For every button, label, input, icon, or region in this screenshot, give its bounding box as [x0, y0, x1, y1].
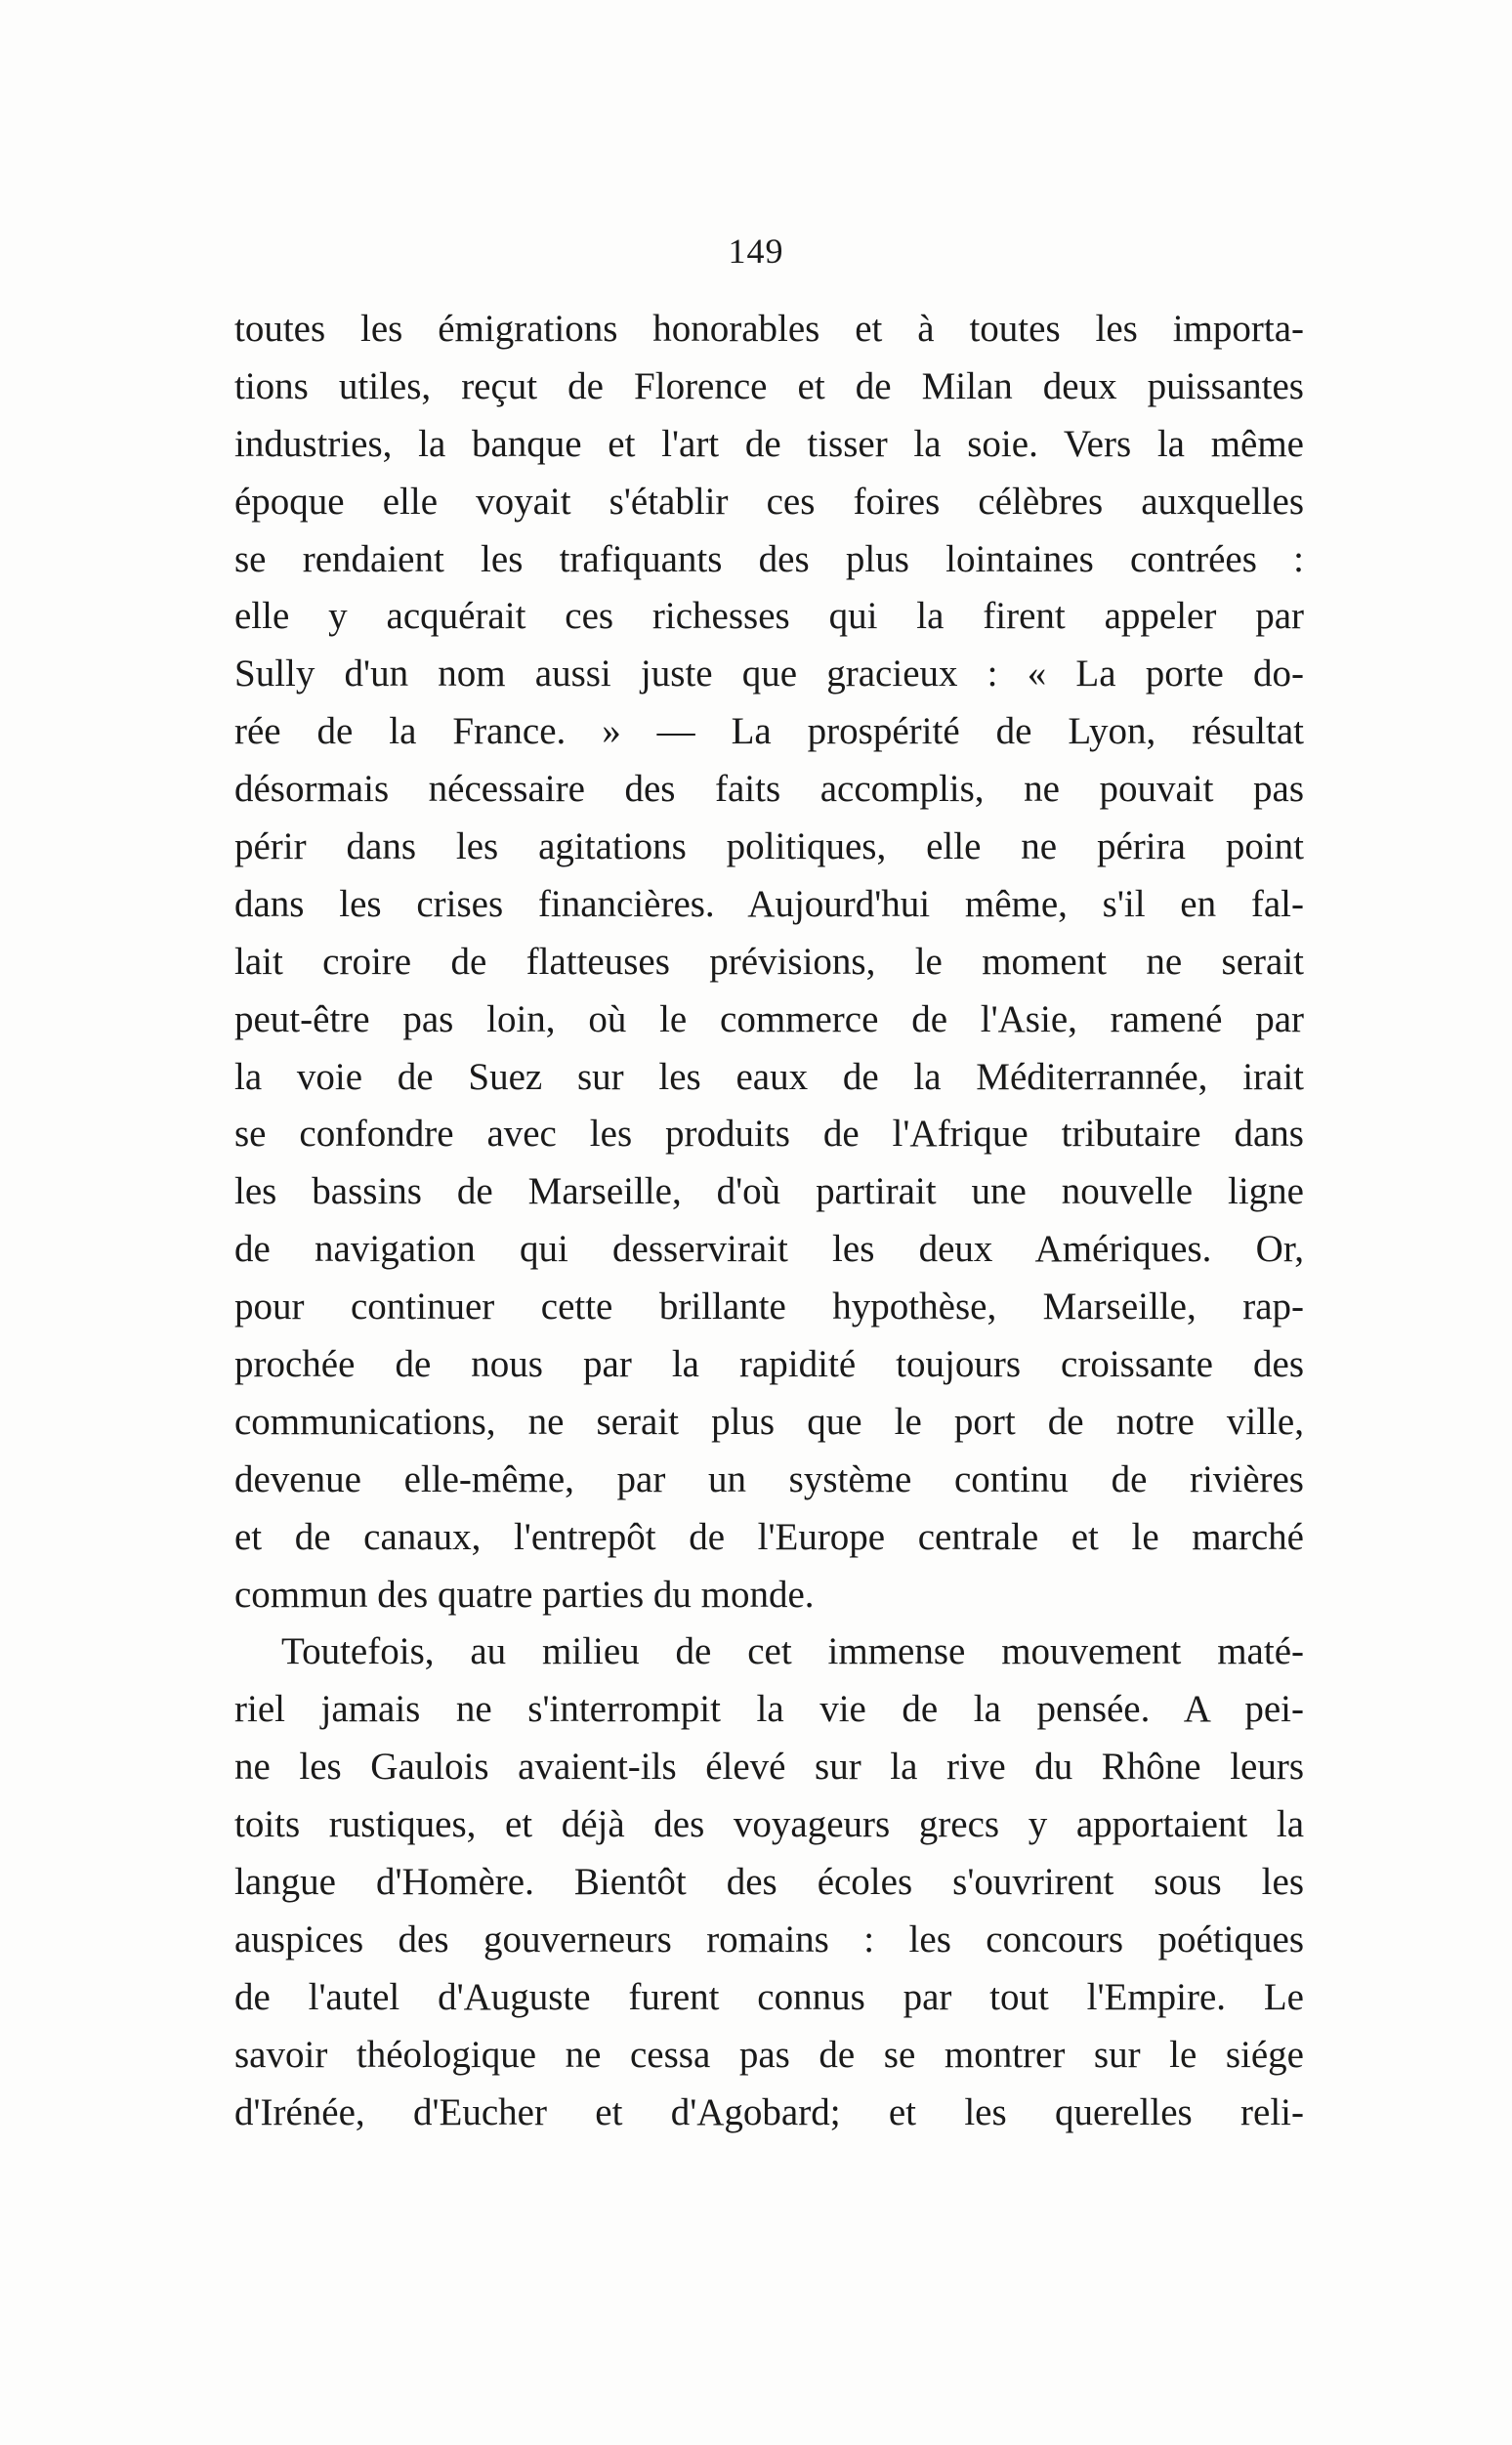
page-number: 149 [728, 232, 784, 271]
body-text [234, 301, 1304, 2142]
text-line: tions utiles, reçut de Florence et de Milan deux puissantes [234, 364, 1304, 407]
text-line: lait croire de flatteuses prévisions, le moment ne serait [234, 940, 1304, 983]
text-line: périr dans les agitations politiques, elle ne périra point [234, 825, 1304, 868]
text-line: langue d'Homère. Bientôt des écoles s'ouvrirent sous les [234, 1861, 1304, 1904]
text-line: toits rustiques, et déjà des voyageurs grecs y apportaient la [234, 1803, 1304, 1846]
paragraph-start-line: Toutefois, au milieu de cet immense mouvement maté- [281, 1630, 1304, 1673]
text-line: les bassins de Marseille, d'où partirait une nouvelle ligne [234, 1170, 1304, 1213]
text-line: peut-être pas loin, où le commerce de l'Asie, ramené par [234, 997, 1304, 1040]
text-line: la voie de Suez sur les eaux de la Méditerrannée, irait [234, 1055, 1304, 1098]
text-line: prochée de nous par la rapidité toujours croissante des [234, 1343, 1304, 1386]
text-line: toutes les émigrations honorables et à toutes les importa- [234, 308, 1304, 350]
text-line: de l'autel d'Auguste furent connus par tout l'Empire. Le [234, 1975, 1304, 2018]
text-line: communications, ne serait plus que le port de notre ville, [234, 1400, 1304, 1443]
text-line: et de canaux, l'entrepôt de l'Europe centrale et le marché [234, 1515, 1304, 1558]
text-line: dans les crises financières. Aujourd'hui même, s'il en fal- [234, 882, 1304, 925]
text-line: Sully d'un nom aussi juste que gracieux : « La porte do- [234, 653, 1304, 696]
text-line: ne les Gaulois avaient-ils élevé sur la rive du Rhône leurs [234, 1746, 1304, 1789]
text-line: auspices des gouverneurs romains : les concours poétiques [234, 1918, 1304, 1960]
text-line: de navigation qui desservirait les deux Amériques. Or, [234, 1228, 1304, 1271]
text-line: savoir théologique ne cessa pas de se montrer sur le siége [234, 2033, 1304, 2076]
text-line: désormais nécessaire des faits accomplis, ne pouvait pas [234, 768, 1304, 811]
text-line: époque elle voyait s'établir ces foires célèbres auxquelles [234, 480, 1304, 523]
text-line: se rendaient les trafiquants des plus lointaines contrées : [234, 537, 1304, 580]
text-line: elle y acquérait ces richesses qui la firent appeler par [234, 595, 1304, 638]
text-line: d'Irénée, d'Eucher et d'Agobard; et les querelles reli- [234, 2090, 1304, 2133]
text-line: riel jamais ne s'interrompit la vie de la pensée. A pei- [234, 1688, 1304, 1731]
text-line: industries, la banque et l'art de tisser la soie. Vers la même [234, 422, 1304, 465]
text-line: se confondre avec les produits de l'Afrique tributaire dans [234, 1113, 1304, 1156]
text-line: rée de la France. » — La prospérité de Lyon, résultat [234, 710, 1304, 753]
paragraph-end-line: commun des quatre parties du monde. [234, 1573, 815, 1616]
text-line: devenue elle-même, par un système continu de rivières [234, 1457, 1304, 1500]
text-line: pour continuer cette brillante hypothèse, Marseille, rap- [234, 1286, 1304, 1328]
